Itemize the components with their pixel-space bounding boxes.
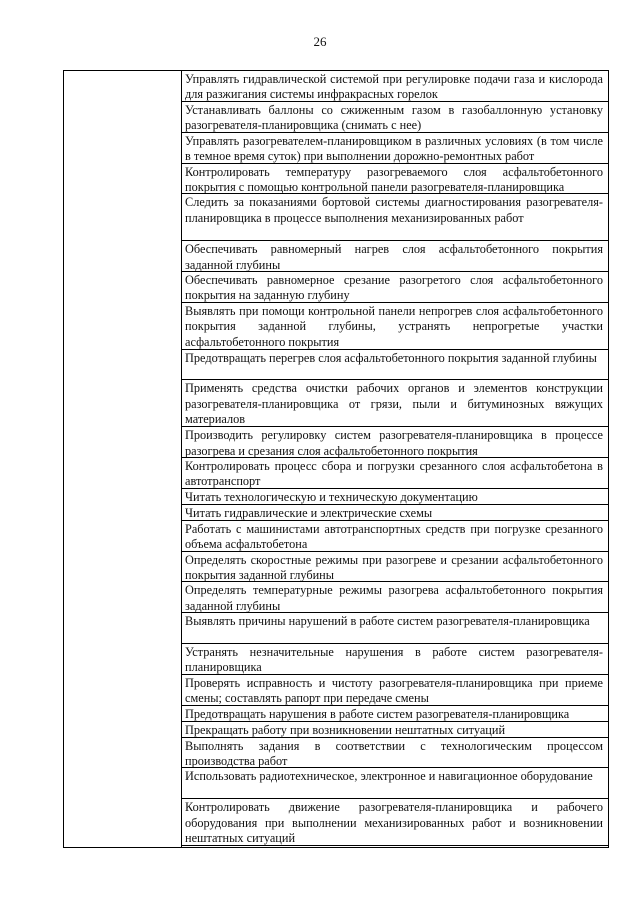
table-row: Определять температурные режимы разогрева асфальтобетонного покрытия заданной глубины xyxy=(182,582,608,613)
table-row: Работать с машинистами автотранспортных средств при погрузке срезанного объема асфальтобетона xyxy=(182,521,608,552)
table-right-column xyxy=(182,71,608,847)
table-row: Управлять гидравлической системой при регулировке подачи газа и кислорода для разжигания системы инфракрасных горелок xyxy=(182,71,608,102)
table-row: Контролировать движение разогревателя-планировщика и рабочего оборудования при выполнении механизированных работ и возникновении нештатных ситуаций xyxy=(182,799,608,846)
table-row: Контролировать температуру разогреваемого слоя асфальтобетонного покрытия с помощью контрольной панели разогревателя-планировщика xyxy=(182,164,608,195)
table-left-column xyxy=(64,71,182,847)
table-row: Читать технологическую и техническую документацию xyxy=(182,489,608,505)
page-number: 26 xyxy=(313,34,327,49)
table-row: Прекращать работу при возникновении нештатных ситуаций xyxy=(182,722,608,738)
skills-table xyxy=(63,70,609,848)
table-row: Проверять исправность и чистоту разогревателя-планировщика при приеме смены; составлять рапорт при передаче смены xyxy=(182,675,608,706)
table-row: Использовать радиотехническое, электронное и навигационное оборудование xyxy=(182,768,608,799)
table-row: Предотвращать нарушения в работе систем разогревателя-планировщика xyxy=(182,706,608,722)
table-row: Управлять разогревателем-планировщиком в различных условиях (в том числе в темное время суток) при выполнении дорожно-ремонтных работ xyxy=(182,133,608,164)
table-row: Выявлять при помощи контрольной панели непрогрев слоя асфальтобетонного покрытия заданной глубины, устранять непрогретые участки асфальтобетонного покрытия xyxy=(182,303,608,350)
table-row xyxy=(182,846,608,847)
table-row: Выявлять причины нарушений в работе систем разогревателя-планировщика xyxy=(182,613,608,644)
table-row: Предотвращать перегрев слоя асфальтобетонного покрытия заданной глубины xyxy=(182,350,608,381)
table-row: Обеспечивать равномерное срезание разогретого слоя асфальтобетонного покрытия на заданную глубину xyxy=(182,272,608,303)
table-row: Читать гидравлические и электрические схемы xyxy=(182,505,608,521)
table-row: Применять средства очистки рабочих органов и элементов конструкции разогревателя-планировщика от грязи, пыли и битуминозных вяжущих материалов xyxy=(182,380,608,427)
table-row: Устанавливать баллоны со сжиженным газом в газобаллонную установку разогревателя-планировщика (снимать с нее) xyxy=(182,102,608,133)
table-row: Выполнять задания в соответствии с технологическим процессом производства работ xyxy=(182,738,608,769)
table-row: Определять скоростные режимы при разогреве и срезании асфальтобетонного покрытия заданной глубины xyxy=(182,552,608,583)
table-row: Обеспечивать равномерный нагрев слоя асфальтобетонного покрытия заданной глубины xyxy=(182,241,608,272)
table-row: Устранять незначительные нарушения в работе систем разогревателя-планировщика xyxy=(182,644,608,675)
table-row: Производить регулировку систем разогревателя-планировщика в процессе разогрева и срезания слоя асфальтобетонного покрытия xyxy=(182,427,608,458)
table-row: Контролировать процесс сбора и погрузки срезанного слоя асфальтобетона в автотранспорт xyxy=(182,458,608,489)
table-row: Следить за показаниями бортовой системы диагностирования разогревателя-планировщика в процессе выполнения механизированных работ xyxy=(182,194,608,241)
